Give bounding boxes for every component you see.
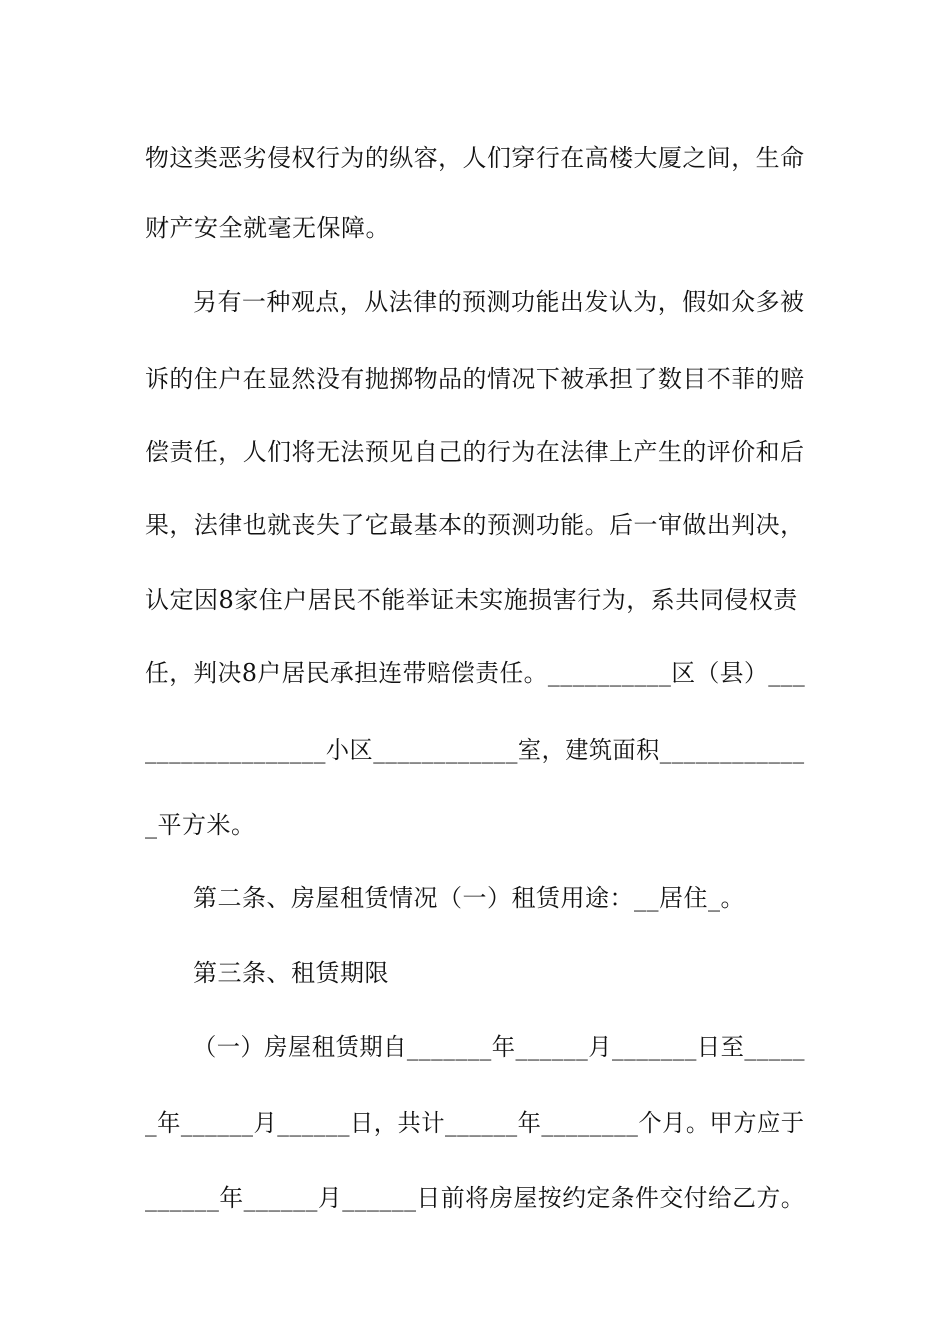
text-line-10: _平方米。: [145, 811, 256, 839]
text-line-2: 财产安全就毫无保障。: [145, 214, 390, 242]
text-line-12: 第三条、租赁期限: [193, 959, 389, 987]
text-line-8: 任，判决8户居民承担连带赔偿责任。__________区（县）___: [145, 659, 806, 687]
text-line-9: _______________小区____________室，建筑面积____________: [145, 736, 805, 764]
text-line-5: 偿责任，人们将无法预见自己的行为在法律上产生的评价和后: [145, 438, 805, 466]
text-line-4: 诉的住户在显然没有抛掷物品的情况下被承担了数目不菲的赔: [145, 365, 805, 393]
text-line-11: 第二条、房屋租赁情况（一）租赁用途：__居住_。: [193, 884, 745, 912]
text-line-6: 果，法律也就丧失了它最基本的预测功能。后一审做出判决，: [145, 511, 805, 539]
text-line-13: （一）房屋租赁期自_______年______月_______日至_____: [193, 1033, 806, 1061]
text-line-7: 认定因8家住户居民不能举证未实施损害行为，系共同侵权责: [145, 586, 798, 614]
text-line-14: _年______月______日，共计______年________个月。甲方应于: [145, 1109, 805, 1137]
text-line-3: 另有一种观点，从法律的预测功能出发认为，假如众多被: [193, 288, 805, 316]
text-line-1: 物这类恶劣侵权行为的纵容，人们穿行在高楼大厦之间，生命: [145, 144, 805, 172]
text-line-15: ______年______月______日前将房屋按约定条件交付给乙方。: [145, 1184, 806, 1212]
